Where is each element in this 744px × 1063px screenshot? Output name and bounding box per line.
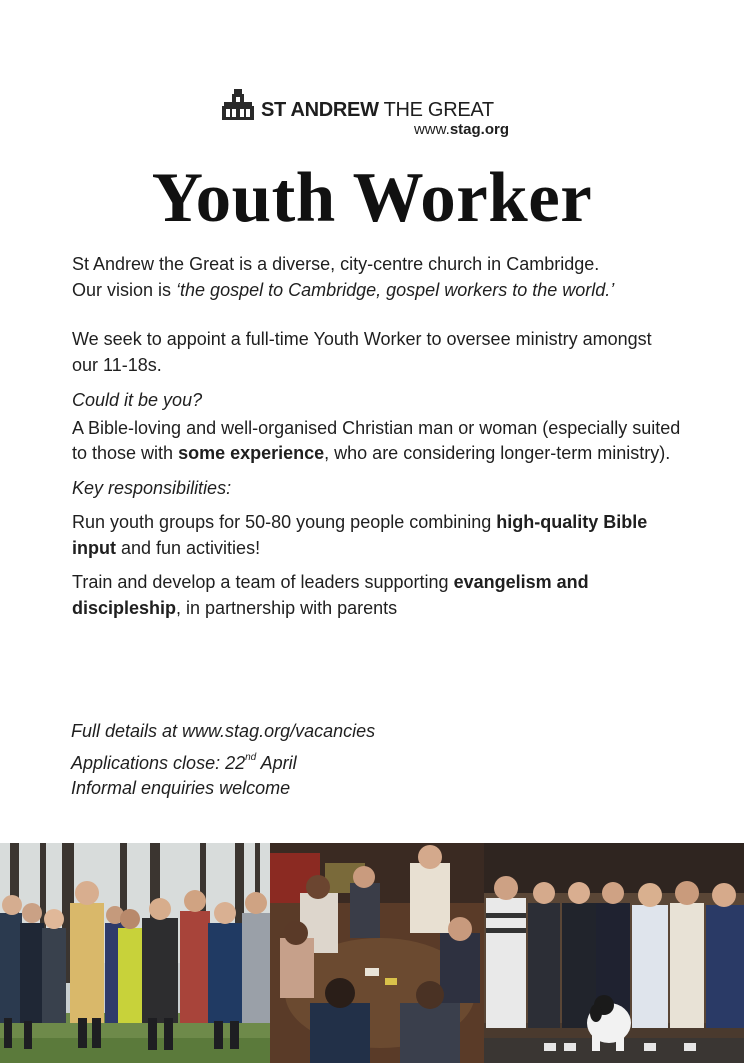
vision-quote: ‘the gospel to Cambridge, gospel workers to the world.’ (176, 279, 615, 300)
photo-group-with-dog (484, 843, 744, 1063)
photo-outdoor-group (0, 843, 270, 1063)
enquiries-note: Informal enquiries welcome (71, 778, 291, 798)
responsibilities-heading: Key responsibilities: (72, 477, 232, 498)
could-paragraph: A Bible-loving and well-organised Christian man or woman (especially suited to those with some experience, who are considering longer-term ministry). (72, 417, 681, 463)
job-description (72, 252, 682, 621)
church-logo[interactable] (221, 88, 513, 142)
photo-strip (0, 843, 744, 1063)
responsibility-youth-groups: Run youth groups for 50-80 young people combining high-quality Bible input and fun activities! (72, 512, 648, 558)
responsibility-training: Train and develop a team of leaders supporting evangelism and discipleship, in partnership with parents (72, 572, 589, 618)
closing-date: Applications close: 22nd April (71, 751, 297, 773)
photo-indoor-circle (270, 843, 484, 1063)
page-title: Youth Worker (151, 159, 593, 237)
church-name: ST ANDREW THE GREAT (261, 99, 494, 121)
details-link[interactable]: Full details at www.stag.org/vacancies (71, 721, 376, 741)
appoint-paragraph: We seek to appoint a full-time Youth Worker to oversee ministry amongst our 11-18s. (72, 329, 652, 375)
church-building-icon (221, 89, 255, 121)
could-heading: Could it be you? (72, 390, 203, 410)
intro-paragraph: St Andrew the Great is a diverse, city-centre church in Cambridge. Our vision is ‘the gospel to Cambridge, gospel workers to the world.’ (72, 254, 615, 300)
application-info (71, 719, 375, 802)
church-website[interactable]: www.stag.org (413, 121, 509, 138)
